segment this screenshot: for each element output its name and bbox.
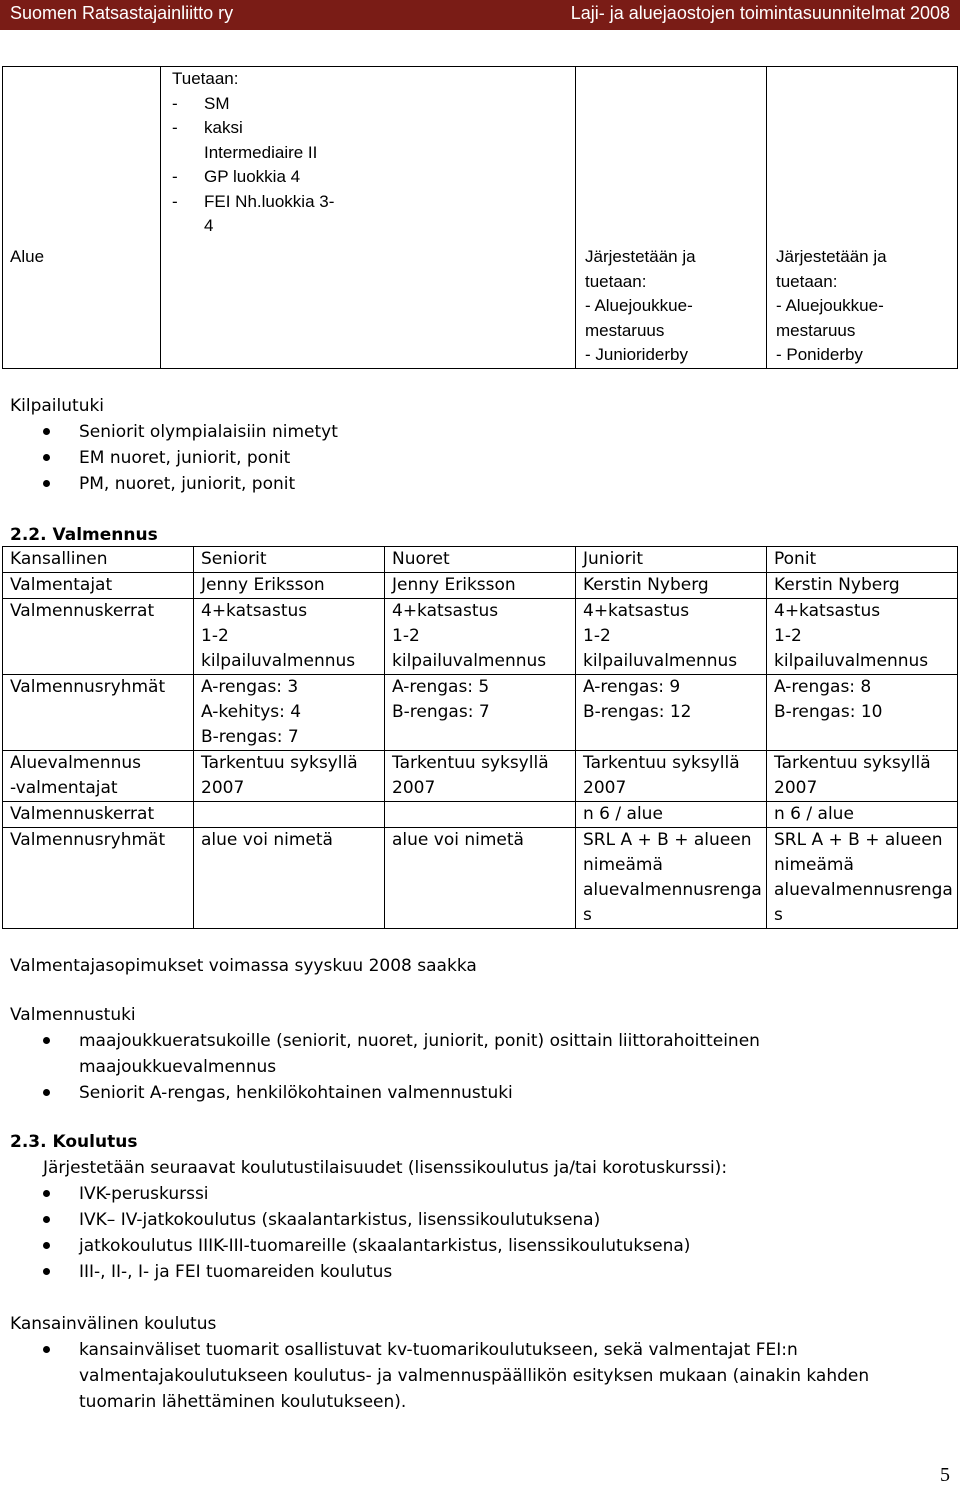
bullet-icon [43, 454, 50, 461]
dash-marker: - [172, 167, 178, 186]
table-cell-line: 4+katsastus [774, 601, 881, 621]
table-cell-line: 1-2 [583, 626, 611, 646]
ponit-event-line: mestaruus [776, 320, 856, 340]
table-cell-line: aluevalmennusrenga [774, 880, 953, 900]
bullet-icon [43, 480, 50, 487]
table-cell-line: 2007 [583, 778, 627, 798]
table-cell [576, 599, 767, 675]
tuetaan-item-text: SM [204, 93, 230, 113]
row-label [3, 675, 194, 751]
valmennus-table [2, 546, 958, 929]
tuetaan-item-text: kaksi [204, 118, 243, 137]
table-cell-line: aluevalmennusrenga [583, 880, 762, 900]
bullet-icon [43, 428, 50, 435]
table-cell-line: 1-2 [201, 626, 229, 646]
ponit-event-line: tuetaan: [776, 271, 838, 291]
column-header: Kansallinen [3, 547, 194, 573]
koulutus-heading-text: Koulutus [52, 1132, 138, 1152]
table-cell-line: Jenny Eriksson [201, 575, 325, 595]
table-cell-line: s [774, 905, 783, 925]
ponit-event-line: - Poniderby [776, 345, 863, 364]
kilpailutuki-item-text: EM nuoret, juniorit, ponit [79, 448, 291, 468]
dash-marker: - [172, 118, 178, 137]
tuetaan-item [4, 214, 575, 239]
kansainvalinen-item-line: tuomarin lähettäminen koulutukseen). [79, 1392, 407, 1412]
column-header: Seniorit [194, 547, 385, 573]
table-cell [385, 802, 576, 828]
table-header-row [3, 547, 958, 573]
table-cell [385, 751, 576, 802]
kilpailutuki-list [10, 419, 338, 497]
table-cell-line: kilpailuvalmennus [774, 651, 929, 671]
tuetaan-block [4, 67, 575, 239]
table-cell-line: kilpailuvalmennus [583, 651, 738, 671]
juniorit-event-cell [576, 67, 767, 369]
kansainvalinen-list [10, 1337, 869, 1415]
alue-support-table [2, 66, 958, 369]
table-cell-line: SRL A + B + alueen [774, 830, 943, 850]
table-cell [194, 675, 385, 751]
table-cell-line: A-kehitys: 4 [201, 702, 302, 722]
table-cell [385, 828, 576, 929]
koulutus-item [10, 1259, 727, 1285]
table-cell [194, 573, 385, 599]
table-cell [576, 751, 767, 802]
table-cell-line: B-rengas: 12 [583, 702, 692, 722]
document-header-bar [0, 0, 960, 30]
table-row [3, 599, 958, 675]
valmennus-heading-number: 2.2. [10, 525, 47, 545]
juniorit-event-line: - Aluejoukkue- [585, 296, 693, 315]
valmennustuki-item-line: Seniorit A-rengas, henkilökohtainen valmennustuki [79, 1083, 513, 1103]
tuetaan-item [4, 92, 575, 117]
table-cell-line: B-rengas: 7 [392, 702, 490, 722]
alue-label-text: Alue [10, 247, 45, 266]
table-cell-line: alue voi nimetä [392, 830, 524, 850]
table-cell-line: 2007 [392, 778, 436, 798]
table-cell [767, 573, 958, 599]
bullet-icon [43, 1190, 50, 1197]
koulutus-heading [10, 1129, 727, 1155]
table-row [3, 675, 958, 751]
kansainvalinen-section [10, 1311, 869, 1415]
table-cell-line: Tarkentuu syksyllä [583, 753, 740, 773]
valmennustuki-item [10, 1028, 760, 1080]
table-cell-line: 4+katsastus [392, 601, 499, 621]
table-cell [385, 599, 576, 675]
valmennus-heading-text: Valmennus [52, 525, 158, 545]
table-cell-line: Tarkentuu syksyllä [201, 753, 358, 773]
koulutus-item-text: jatkokoulutus IIIK-III-tuomareille (skaalantarkistus, lisenssikoulutuksena) [79, 1236, 691, 1256]
table-cell [767, 675, 958, 751]
table-cell-line: 4+katsastus [583, 601, 690, 621]
koulutus-item-text: III-, II-, I- ja FEI tuomareiden koulutus [79, 1262, 393, 1282]
bullet-icon [43, 1268, 50, 1275]
table-cell-line: Kerstin Nyberg [774, 575, 900, 595]
row-label-line: Valmennusryhmät [10, 677, 166, 697]
table-cell [767, 802, 958, 828]
kilpailutuki-item-text: Seniorit olympialaisiin nimetyt [79, 422, 338, 442]
table-cell-line: kilpailuvalmennus [392, 651, 547, 671]
koulutus-item-text: IVK– IV-jatkokoulutus (skaalantarkistus, lisenssikoulutuksena) [79, 1210, 601, 1230]
juniorit-event-line: - Junioriderby [585, 345, 688, 364]
juniorit-event-line: Järjestetään ja [585, 247, 696, 266]
table-cell-line: alue voi nimetä [201, 830, 333, 850]
kilpailutuki-item [10, 445, 338, 471]
table-cell-line: n 6 / alue [774, 804, 854, 824]
bullet-icon [43, 1216, 50, 1223]
kansainvalinen-item [10, 1337, 869, 1415]
juniorit-event-line: mestaruus [585, 320, 665, 340]
table-cell [576, 675, 767, 751]
valmennustuki-list [10, 1028, 760, 1106]
row-label-line: Valmennuskerrat [10, 804, 155, 824]
table-cell [767, 828, 958, 929]
table-row [3, 828, 958, 929]
bullet-icon [43, 1037, 50, 1044]
tuetaan-item-text: 4 [204, 216, 214, 235]
table-cell-line: B-rengas: 7 [201, 727, 299, 747]
table-cell-line: Tarkentuu syksyllä [392, 753, 549, 773]
table-cell [767, 599, 958, 675]
column-header: Nuoret [385, 547, 576, 573]
juniorit-event-line: tuetaan: [585, 271, 647, 291]
kansainvalinen-item-line: kansainväliset tuomarit osallistuvat kv-tuomarikoulutukseen, sekä valmentajat FEI:n [79, 1340, 798, 1360]
table-cell-line: kilpailuvalmennus [201, 651, 356, 671]
tuetaan-item-text: Intermediaire II [204, 142, 318, 162]
row-label-line: Valmennusryhmät [10, 830, 166, 850]
table-cell-line: Jenny Eriksson [392, 575, 516, 595]
tuetaan-title: Tuetaan: [172, 69, 239, 88]
table-cell [194, 599, 385, 675]
valmennustuki-item [10, 1080, 760, 1106]
table-cell-line: Tarkentuu syksyllä [774, 753, 931, 773]
page-number: 5 [940, 1464, 950, 1486]
table-cell-line: n 6 / alue [583, 804, 663, 824]
table-cell [385, 675, 576, 751]
table-cell-line: B-rengas: 10 [774, 702, 883, 722]
koulutus-intro: Järjestetään seuraavat koulutustilaisuudet (lisenssikoulutus ja/tai korotuskurssi): [43, 1158, 728, 1178]
table-cell-line: nimeämä [774, 855, 854, 875]
tuetaan-list [4, 92, 575, 239]
table-cell-line: 2007 [774, 778, 818, 798]
table-cell-line: A-rengas: 3 [201, 677, 299, 697]
bullet-icon [43, 1242, 50, 1249]
table-cell-line: A-rengas: 9 [583, 677, 681, 697]
table-cell [576, 802, 767, 828]
row-label [3, 802, 194, 828]
row-label [3, 828, 194, 929]
table-cell-line: 1-2 [392, 626, 420, 646]
table-cell-line: 2007 [201, 778, 245, 798]
row-label-line: Aluevalmennus [10, 753, 141, 773]
dash-marker: - [172, 191, 178, 211]
row-label [3, 751, 194, 802]
kilpailutuki-item-text: PM, nuoret, juniorit, ponit [79, 474, 296, 494]
table-cell-line: 4+katsastus [201, 601, 308, 621]
table-cell [194, 751, 385, 802]
koulutus-item [10, 1207, 727, 1233]
ponit-event-line: Järjestetään ja [776, 247, 887, 266]
ponit-event-line: - Aluejoukkue- [776, 296, 884, 315]
tuetaan-item [4, 116, 575, 141]
table-cell [767, 751, 958, 802]
bullet-icon [43, 1089, 50, 1096]
koulutus-item [10, 1181, 727, 1207]
sopimukset-note: Valmentajasopimukset voimassa syyskuu 2008 saakka [10, 956, 477, 976]
table-row [3, 802, 958, 828]
kansainvalinen-item-line: valmentajakoulutukseen koulutus- ja valmennuspäällikön esityksen mukaan (ainakin kahden [79, 1366, 870, 1386]
valmennustuki-section [10, 1002, 760, 1106]
bullet-icon [43, 1346, 50, 1353]
column-header: Juniorit [576, 547, 767, 573]
document-title: Laji- ja aluejaostojen toimintasuunnitelmat 2008 [570, 3, 950, 23]
row-label [3, 599, 194, 675]
table-cell-line: A-rengas: 5 [392, 677, 490, 697]
table-cell-line: s [583, 905, 592, 925]
table-cell-line: SRL A + B + alueen [583, 830, 752, 850]
table-row [3, 751, 958, 802]
table-row [3, 573, 958, 599]
kilpailutuki-heading: Kilpailutuki [10, 396, 105, 416]
koulutus-item [10, 1233, 727, 1259]
koulutus-list [10, 1181, 727, 1285]
tuetaan-item [4, 190, 575, 215]
ponit-event-cell [767, 67, 958, 369]
tuetaan-item [4, 165, 575, 190]
koulutus-section [10, 1129, 727, 1285]
kilpailutuki-item [10, 419, 338, 445]
organization-name: Suomen Ratsastajainliitto ry [10, 3, 234, 23]
dash-marker: - [172, 93, 178, 113]
valmennustuki-item-line: maajoukkuevalmennus [79, 1057, 277, 1077]
tuetaan-item-text: GP luokkia 4 [204, 167, 301, 186]
table-cell [194, 802, 385, 828]
table-cell-line: 1-2 [774, 626, 802, 646]
koulutus-item-text: IVK-peruskurssi [79, 1184, 209, 1204]
table-cell [194, 828, 385, 929]
table-cell [576, 573, 767, 599]
ponit-event-text [776, 67, 957, 368]
valmennustuki-heading: Valmennustuki [10, 1005, 136, 1025]
column-header: Ponit [767, 547, 958, 573]
valmennustuki-item-line: maajoukkueratsukoille (seniorit, nuoret, juniorit, ponit) osittain liittorahoitteinen [79, 1031, 760, 1051]
table-cell-line: Kerstin Nyberg [583, 575, 709, 595]
table-cell-line: A-rengas: 8 [774, 677, 872, 697]
row-label-line: Valmennuskerrat [10, 601, 155, 621]
valmennus-heading [10, 522, 158, 548]
row-label-line: -valmentajat [10, 778, 118, 798]
tuetaan-cell [161, 67, 576, 369]
tuetaan-item-text: FEI Nh.luokkia 3- [204, 191, 335, 211]
tuetaan-item [4, 141, 575, 166]
kansainvalinen-heading: Kansainvälinen koulutus [10, 1314, 217, 1334]
table-cell [385, 573, 576, 599]
row-label-line: Valmentajat [10, 575, 113, 595]
kilpailutuki-item [10, 471, 338, 497]
table-cell-line: nimeämä [583, 855, 663, 875]
kilpailutuki-section [10, 393, 338, 497]
row-label [3, 573, 194, 599]
koulutus-heading-number: 2.3. [10, 1132, 47, 1152]
juniorit-event-text [585, 67, 766, 368]
table-cell [576, 828, 767, 929]
